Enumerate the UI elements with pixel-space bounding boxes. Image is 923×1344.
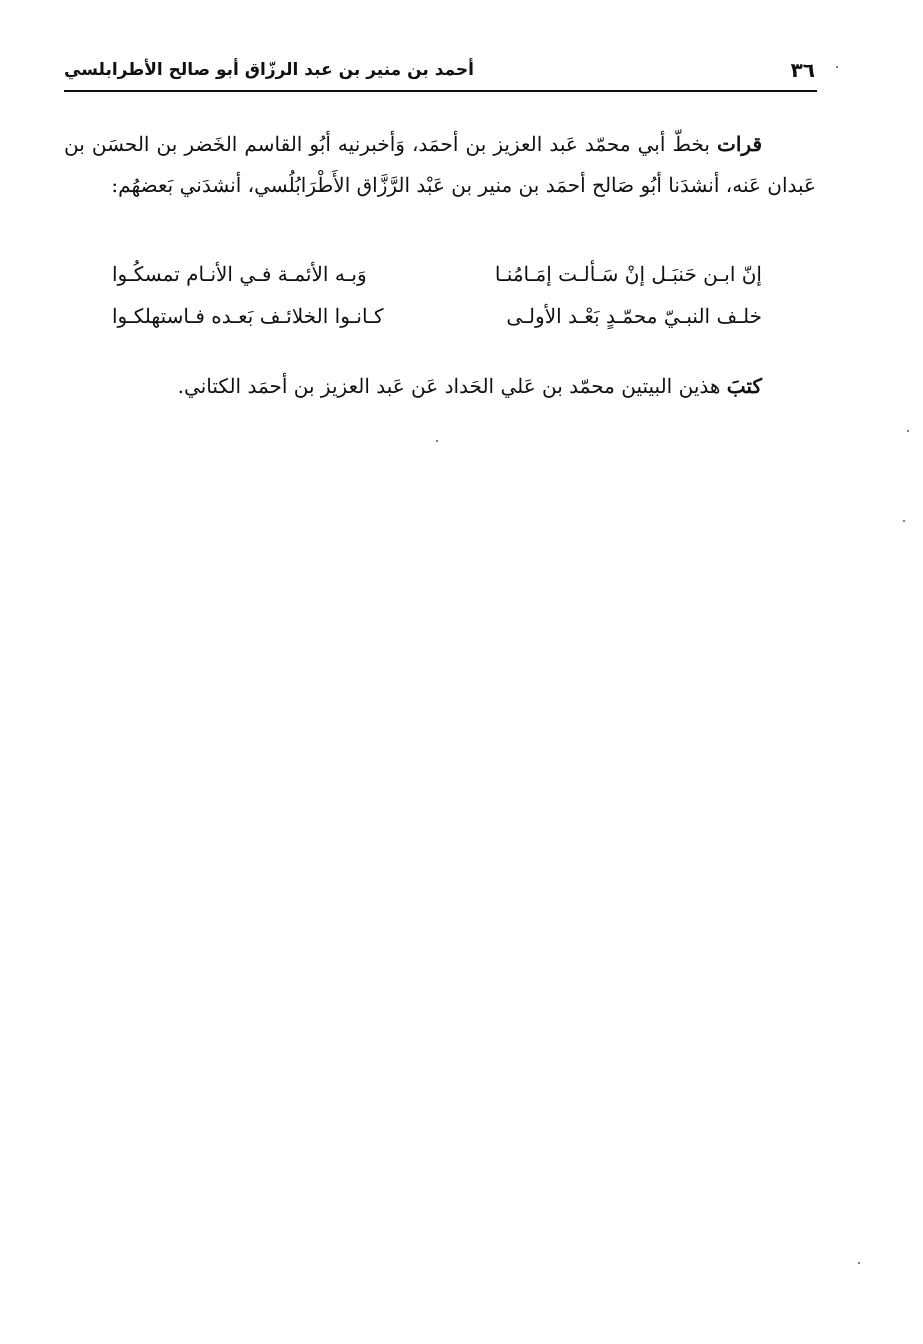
running-header: [64, 56, 817, 92]
verse-first-hemistich: إنّ ابـن حَنبَـل إنْ سَـألـت إمَـامُنـا: [494, 262, 762, 286]
verse-second-hemistich: وَبـه الأئمـة فـي الأنـام تمسكُـوا: [112, 262, 367, 286]
poem-verses: [112, 262, 762, 346]
closing-note-text: هذين البيتين محمّد بن عَلي الحَداد عَن عَبد العزيز بن أحمَد الكتاني.: [177, 374, 721, 398]
scan-speck: [858, 1262, 860, 1264]
verse-line: [112, 304, 762, 346]
closing-note: [120, 366, 762, 406]
header-rule: [64, 90, 817, 92]
paragraph-text: بخطّ أبي محمّد عَبد العزيز بن أحمَد، وَأخبرنيه أبُو القاسم الخَضر بن الحسَن بن عَبدان عَنه، أنشدَنا أبُو صَالح أحمَد بن منير بن عَبْد الرَّزَّاق الأَطْرَابُلُسي، أنشدَني بَعضهُم:: [64, 132, 816, 197]
scan-speck: [907, 430, 909, 432]
verse-line: [112, 262, 762, 304]
verse-first-hemistich: خلـف النبـيّ محمّـدٍ بَعْـد الأولـى: [506, 304, 762, 328]
scan-speck: [836, 66, 838, 68]
scan-speck: [903, 520, 905, 522]
closing-note-lead-word: كتبَ: [726, 374, 762, 398]
body-paragraph: [64, 124, 816, 206]
running-header-title: أحمد بن منير بن عبد الرزّاق أبو صالح الأطرابلسي: [64, 60, 474, 80]
paragraph-lead-word: قرات: [717, 132, 763, 156]
verse-second-hemistich: كـانـوا الخلائـف بَعـده فـاستهلكـوا: [112, 304, 384, 328]
scan-speck: [436, 440, 438, 442]
page-number: ٣٦: [790, 58, 815, 82]
